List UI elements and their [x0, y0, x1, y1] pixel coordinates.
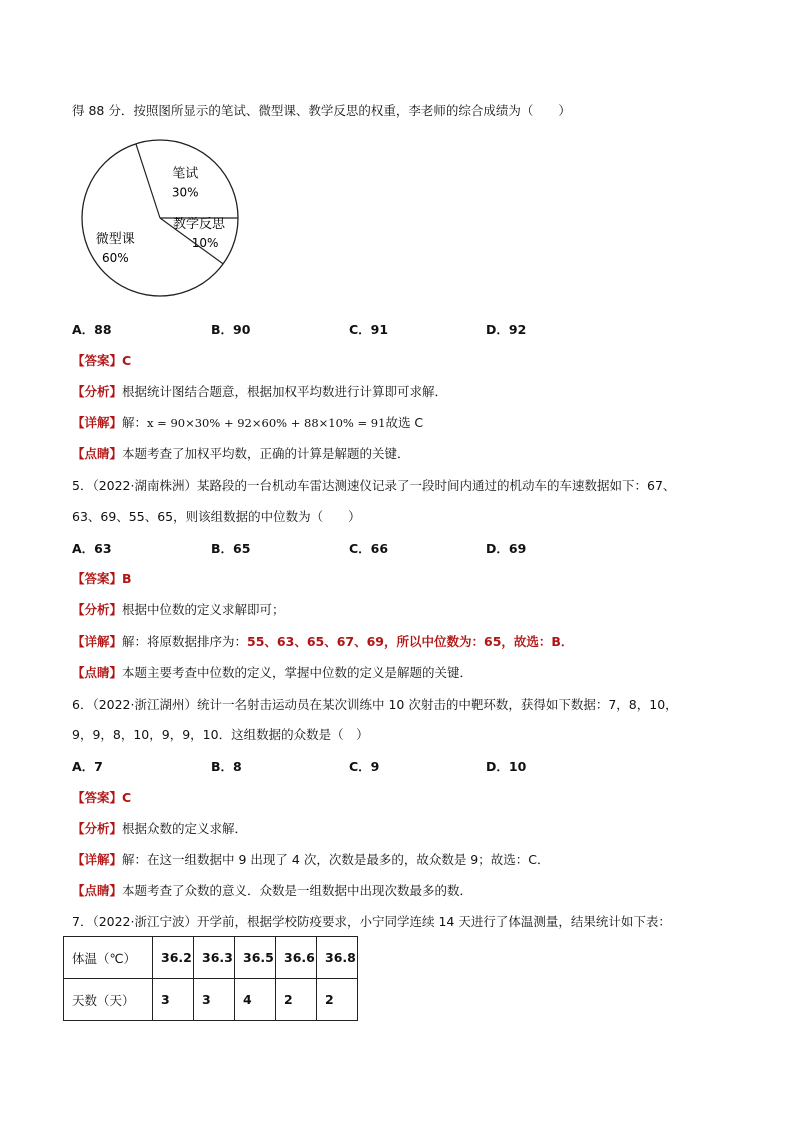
question-stem: 得 88 分．按照图所显示的笔试、微型课、教学反思的权重，李老师的综合成绩为（ ） [72, 103, 571, 118]
detail-conclusion: 故选 C [385, 415, 424, 430]
analysis-tag: 【分析】 [72, 821, 123, 836]
detail-tag: 【详解】 [72, 415, 123, 430]
tip-text: 本题主要考查中位数的定义，掌握中位数的定义是解题的关键． [122, 665, 473, 680]
question-stem-continued: 63、69、55、65，则该组数据的中位数为（ ） [72, 509, 361, 524]
options-row [72, 539, 772, 557]
detail-tag: 【详解】 [72, 852, 123, 867]
detail-text: 解：将原数据排序为： [122, 634, 248, 649]
table-cell: 2 [317, 979, 358, 1021]
table-cell: 36.2 [153, 937, 194, 979]
analysis-tag: 【分析】 [72, 602, 123, 617]
analysis-text: 根据众数的定义求解． [122, 821, 248, 836]
table-cell: 36.5 [235, 937, 276, 979]
option-b: B．90 [211, 322, 251, 337]
table-row [64, 979, 358, 1021]
table-cell: 36.8 [317, 937, 358, 979]
analysis-line [72, 601, 285, 619]
tip-line [72, 445, 410, 463]
pie-slice-value: 60% [101, 251, 129, 266]
tip-text: 本题考查了众数的意义．众数是一组数据中出现次数最多的数． [122, 883, 473, 898]
table-cell: 36.6 [276, 937, 317, 979]
answer-tag: 【答案】 [72, 353, 123, 368]
table-cell: 2 [276, 979, 317, 1021]
answer-line [72, 352, 131, 370]
detail-tag: 【详解】 [72, 634, 123, 649]
option-c: C．9 [349, 759, 380, 774]
pie-slice-value: 10% [191, 235, 219, 250]
answer-tag: 【答案】 [72, 790, 123, 805]
option-a: A．63 [72, 541, 112, 556]
row-header-days: 天数（天） [64, 979, 153, 1021]
options-row [72, 757, 772, 775]
answer-value: B [122, 571, 132, 586]
pie-slice-label: 微型课 [95, 232, 135, 248]
pie-chart [80, 138, 245, 303]
tip-line [72, 882, 472, 900]
answer-line [72, 570, 132, 588]
detail-result: 55、63、65、67、69，所以中位数为：65，故选：B． [247, 634, 574, 649]
tip-tag: 【点睛】 [72, 883, 123, 898]
table-cell: 36.3 [194, 937, 235, 979]
option-a: A．7 [72, 759, 103, 774]
option-d: D．92 [486, 322, 527, 337]
detail-formula: x = 90×30% + 92×60% + 88×10% = 91 [147, 416, 386, 430]
temperature-table [63, 936, 358, 1021]
pie-slice-label: 笔试 [172, 166, 199, 182]
analysis-text: 根据中位数的定义求解即可； [122, 602, 285, 617]
question-stem-continued: 9，9，8，10，9，9，10．这组数据的众数是（ ） [72, 727, 369, 742]
tip-tag: 【点睛】 [72, 446, 123, 461]
question-stem: 5．（2022·湖南株洲）某路段的一台机动车雷达测速仪记录了一段时间内通过的机动车的车速数据如下：67、 [72, 478, 676, 493]
answer-tag: 【答案】 [72, 571, 123, 586]
answer-value: C [122, 353, 132, 368]
table-row [64, 937, 358, 979]
tip-text: 本题考查了加权平均数，正确的计算是解题的关键． [122, 446, 410, 461]
table-cell: 3 [153, 979, 194, 1021]
detail-text: 解： [122, 415, 148, 430]
row-header-temperature: 体温（℃） [64, 937, 153, 979]
table-cell: 4 [235, 979, 276, 1021]
answer-value: C [122, 790, 132, 805]
option-d: D．69 [486, 541, 527, 556]
detail-line [72, 851, 549, 869]
analysis-tag: 【分析】 [72, 384, 123, 399]
detail-text: 解：在这一组数据中 9 出现了 4 次，次数是最多的，故众数是 9；故选：C． [122, 852, 550, 867]
analysis-line [72, 383, 447, 401]
option-d: D．10 [486, 759, 527, 774]
option-b: B．65 [211, 541, 251, 556]
pie-slice-label: 教学反思 [173, 216, 226, 232]
detail-line [72, 414, 423, 432]
tip-tag: 【点睛】 [72, 665, 123, 680]
option-c: C．66 [349, 541, 389, 556]
pie-slice-value: 30% [171, 185, 199, 200]
tip-line [72, 664, 472, 682]
question-stem: 6．（2022·浙江湖州）统计一名射击运动员在某次训练中 10 次射击的中靶环数，获得如下数据：7，8，10， [72, 697, 678, 712]
option-c: C．91 [349, 322, 389, 337]
question-stem: 7．（2022·浙江宁波）开学前，根据学校防疫要求，小宁同学连续 14 天进行了体温测量，结果统计如下表： [72, 914, 671, 929]
analysis-line [72, 820, 247, 838]
option-a: A．88 [72, 322, 112, 337]
option-b: B．8 [211, 759, 242, 774]
detail-line [72, 633, 573, 651]
analysis-text: 根据统计图结合题意，根据加权平均数进行计算即可求解． [122, 384, 448, 399]
table-cell: 3 [194, 979, 235, 1021]
options-row [72, 320, 772, 338]
answer-line [72, 789, 131, 807]
